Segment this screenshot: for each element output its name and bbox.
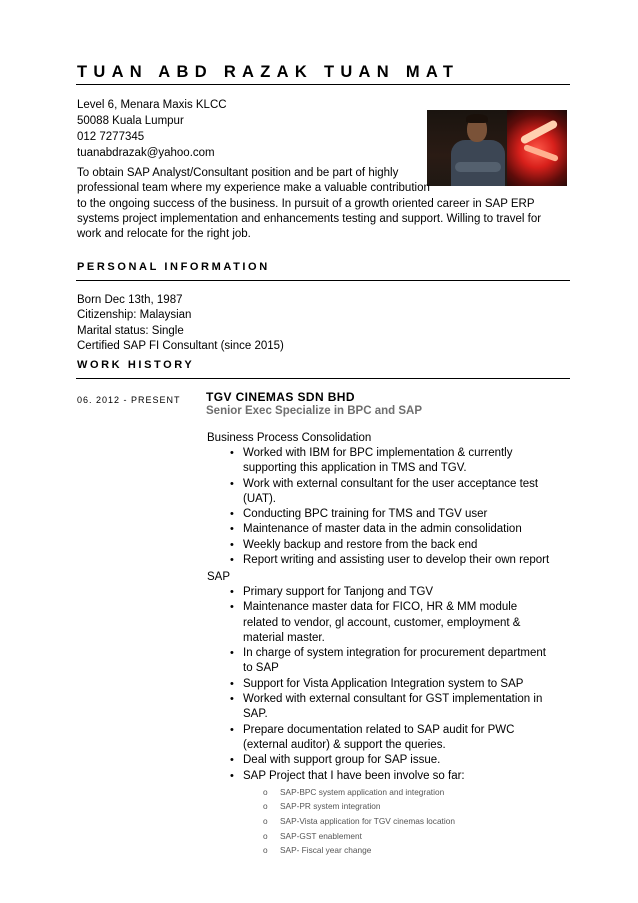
job-position: Senior Exec Specialize in BPC and SAP — [206, 405, 423, 417]
sub-list-item: o SAP- Fiscal year change — [263, 845, 372, 856]
list-item: • Deal with support group for SAP issue. — [230, 753, 546, 768]
bpc-group — [207, 431, 549, 568]
job-dates: 06. 2012 - PRESENT — [77, 395, 181, 405]
personal-section-title: PERSONAL INFORMATION — [77, 261, 270, 273]
sub-list-item: o SAP-GST enablement — [263, 830, 362, 841]
list-item: • Primary support for Tanjong and TGV — [230, 585, 546, 600]
sap-project-sublist — [263, 785, 546, 858]
address-line-1: Level 6, Menara Maxis KLCC — [77, 99, 227, 111]
marital-status: Marital status: Single — [77, 324, 184, 337]
list-item: • Maintenance of master data in the admin consolidation — [230, 522, 549, 537]
objective-paragraph — [77, 166, 567, 242]
citizenship: Citizenship: Malaysian — [77, 309, 192, 322]
list-item: • Weekly backup and restore from the back end — [230, 538, 549, 553]
contact-block — [77, 97, 227, 161]
list-item: • In charge of system integration for procurement department to SAP — [230, 646, 546, 677]
work-divider — [76, 378, 570, 379]
group-heading: Business Process Consolidation — [207, 432, 372, 444]
bpc-bullet-list — [230, 446, 549, 568]
job-company: TGV CINEMAS SDN BHD — [206, 390, 355, 404]
personal-details — [77, 293, 284, 354]
birth-date: Born Dec 13th, 1987 — [77, 294, 183, 306]
phone-number: 012 7277345 — [77, 131, 145, 143]
list-item: • Work with external consultant for the user acceptance test (UAT). — [230, 477, 549, 508]
objective-line: systems project implementation and enhancements testing and support. Willing to travel for — [77, 212, 542, 225]
list-item: • Worked with IBM for BPC implementation & currently supporting this application in TMS and TGV. — [230, 446, 549, 477]
email-address: tuanabdrazak@yahoo.com — [77, 147, 215, 159]
certification: Certified SAP FI Consultant (since 2015) — [77, 339, 284, 352]
work-section-title: WORK HISTORY — [77, 359, 195, 371]
list-item: • Report writing and assisting user to develop their own report — [230, 553, 549, 568]
list-item: • SAP Project that I have been involve so far: o SAP-BPC system application and integration o SAP-PR system integration o SAP-Vista application for TGV cinemas location o SAP-GST enablement o SAP- Fiscal year change — [230, 769, 546, 858]
header-divider — [76, 84, 570, 85]
group-heading: SAP — [207, 571, 231, 583]
list-item: • Prepare documentation related to SAP audit for PWC (external auditor) & support the queries. — [230, 723, 546, 754]
list-item: • Maintenance master data for FICO, HR & MM module related to vendor, gl account, customer, employment & material master. — [230, 600, 546, 646]
list-item: • Support for Vista Application Integration system to SAP — [230, 677, 546, 692]
personal-divider — [76, 280, 570, 281]
list-item: • Worked with external consultant for GST implementation in SAP. — [230, 692, 546, 723]
candidate-name: TUAN ABD RAZAK TUAN MAT — [77, 63, 460, 81]
address-line-2: 50088 Kuala Lumpur — [77, 115, 184, 127]
sub-list-item: o SAP-BPC system application and integration — [263, 786, 445, 797]
objective-line: to the ongoing success of the business. In pursuit of a growth oriented career in SAP ERP — [77, 197, 535, 210]
sap-group — [207, 570, 546, 858]
sap-bullet-list — [230, 585, 546, 858]
sub-list-item: o SAP-PR system integration — [263, 801, 381, 812]
objective-line: professional team where my experience make a valuable contribution — [77, 182, 430, 195]
list-item: • Conducting BPC training for TMS and TGV user — [230, 507, 549, 522]
sub-list-item: o SAP-Vista application for TGV cinemas location — [263, 816, 455, 827]
objective-line: To obtain SAP Analyst/Consultant position and be part of highly — [77, 167, 399, 179]
objective-line: work and relocate for the right job. — [77, 228, 251, 241]
